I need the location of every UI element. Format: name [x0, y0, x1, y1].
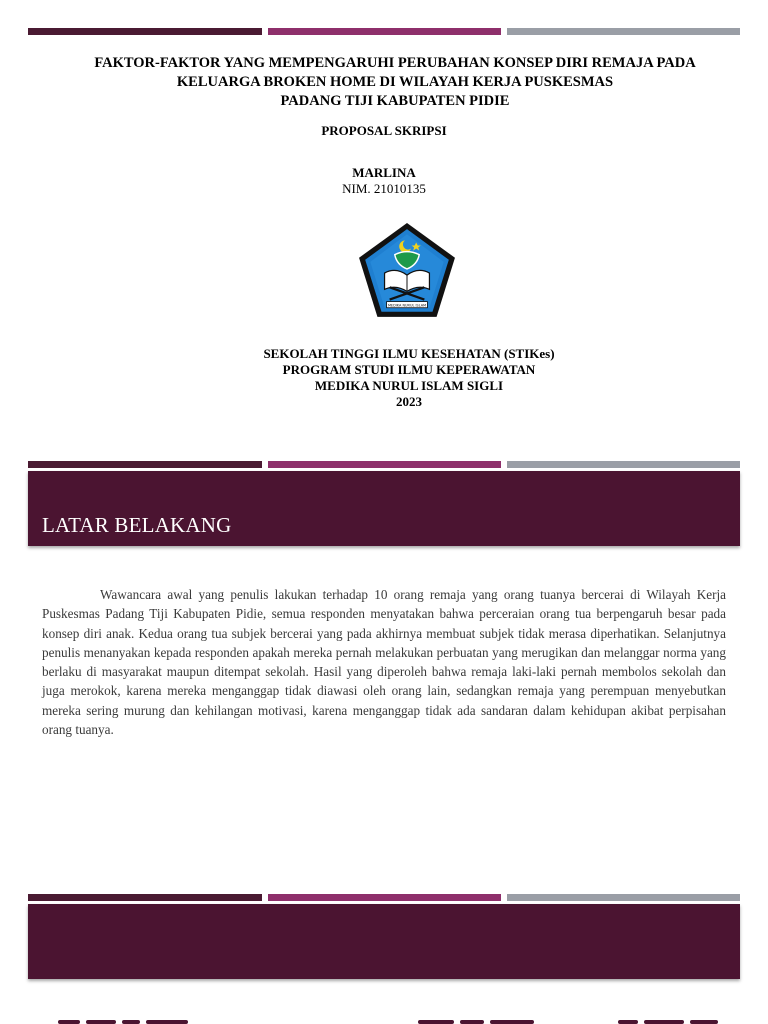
slide-1-top-stripe	[28, 28, 740, 35]
cover-title-line-3: PADANG TIJI KABUPATEN PIDIE	[280, 93, 510, 109]
slide-2-body-paragraph: Wawancara awal yang penulis lakukan terhadap 10 orang remaja yang orang tuanya bercerai di Wilayah Kerja Puskesmas Padang Tiji Kabupaten Pidie, semua responden menyatakan bahwa perceraian orang tua berpengaruh besar pada konsep diri anak. Kedua orang tua subjek bercerai yang pada akhirnya membuat subjek tidak merasa diperhatikan. Selanjutnya penulis menanyakan kepada responden apakah mereka pernah melakukan perbuatan yang merugikan dan melanggar norma yang berlaku di masyarakat maupun ditempat sekolah. Hasil yang diperoleh bahwa remaja laki-laki pernah membolos sekolah dan juga merokok, karena mereka menganggap tidak diawasi oleh orang lain, sedangkan remaja yang perempuan menyebutkan mereka sering murung dan kehilangan motivasi, karena menganggap tidak ada sandaran dalam kehidupan akibat perpisahan orang tuanya.	[42, 587, 726, 738]
institution-line-3: MEDIKA NURUL ISLAM SIGLI	[314, 378, 504, 393]
institution-line-1: SEKOLAH TINGGI ILMU KESEHATAN (STIKes)	[263, 346, 555, 361]
institution-line-2: PROGRAM STUDI ILMU KEPERAWATAN	[282, 362, 536, 377]
stripe-segment-magenta	[268, 461, 501, 468]
slide-2-top-stripe	[28, 461, 740, 468]
stripe-segment-dark	[28, 28, 262, 35]
stripe-segment-magenta	[268, 894, 501, 901]
cover-title	[40, 54, 750, 111]
cover-title-line-2: KELUARGA BROKEN HOME DI WILAYAH KERJA PUSKESMAS	[176, 74, 614, 90]
college-pentagon-logo-icon	[356, 220, 458, 322]
cover-nim: NIM. 21010135	[342, 181, 426, 196]
slide-2-heading: LATAR BELAKANG	[42, 513, 232, 537]
slide-3-heading-banner	[28, 904, 740, 979]
cover-institution	[0, 346, 768, 410]
institution-line-4: 2023	[396, 394, 422, 409]
stripe-segment-gray	[507, 461, 740, 468]
cover-author: MARLINA	[352, 165, 416, 180]
stripe-segment-dark	[28, 894, 262, 901]
slide-3-top-stripe	[28, 894, 740, 901]
cover-subtitle: PROPOSAL SKRIPSI	[321, 123, 447, 138]
stripe-segment-gray	[507, 28, 740, 35]
stripe-segment-gray	[507, 894, 740, 901]
stripe-segment-dark	[28, 461, 262, 468]
svg-text:MEDIKA NURUL ISLAM: MEDIKA NURUL ISLAM	[387, 303, 427, 308]
slide-3-cut-off-text	[58, 1014, 758, 1024]
slide-2-heading-banner	[28, 471, 740, 546]
cover-title-line-1: FAKTOR-FAKTOR YANG MEMPENGARUHI PERUBAHAN KONSEP DIRI REMAJA PADA	[94, 55, 696, 71]
stripe-segment-magenta	[268, 28, 501, 35]
